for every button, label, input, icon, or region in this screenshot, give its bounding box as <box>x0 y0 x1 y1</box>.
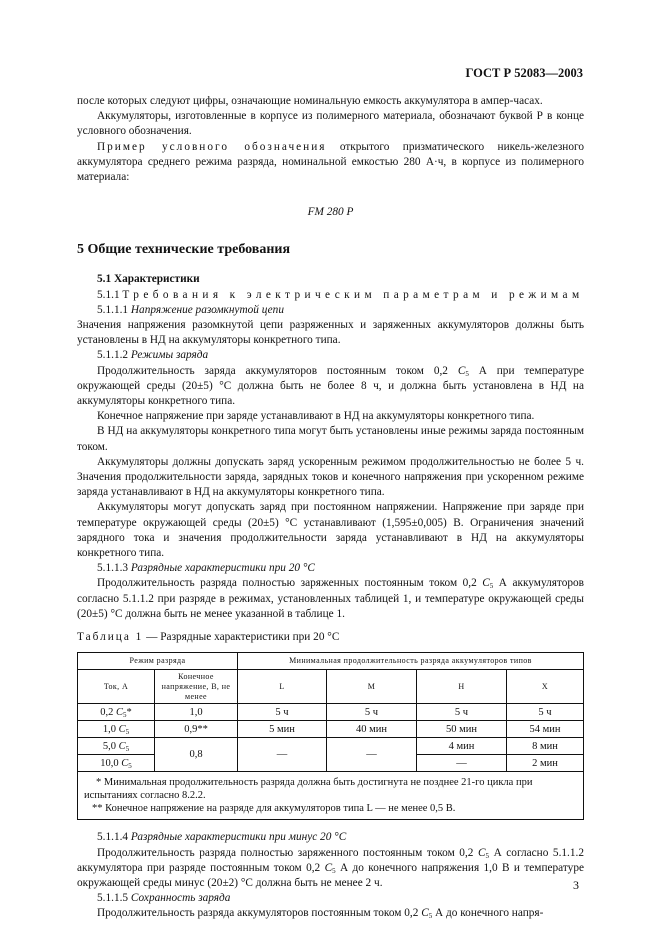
symbol-c: C <box>115 706 123 718</box>
table-header-row <box>78 670 584 704</box>
table-caption <box>77 630 584 645</box>
clause-title: Разрядные характеристики при 20 °С <box>130 562 315 575</box>
example-label: Пример условного обозначения <box>97 140 327 153</box>
symbol-c: C <box>477 846 486 859</box>
page-header: ГОСТ Р 52083—2003 <box>465 66 583 80</box>
subscript: 5 <box>428 912 433 921</box>
symbol-c: C <box>324 861 333 874</box>
clause-title: Режимы заряда <box>130 349 209 362</box>
clause-heading <box>77 561 584 576</box>
table-caption-text: — Разрядные характеристики при 20 °С <box>143 631 340 644</box>
cell-value: 50 мин <box>417 721 507 738</box>
page-body <box>77 94 584 922</box>
table-row <box>78 704 584 721</box>
clause-title: Сохранность заряда <box>130 892 231 905</box>
cell-current <box>78 704 155 721</box>
header-mode: Режим разряда <box>78 653 238 670</box>
example-text: открытого призматического никель-железного аккумулятора среднего режима разряда, номинальной емкостью 280 А·ч, в корпусе из полимерного материала: <box>77 140 584 184</box>
cell-value: — <box>417 755 507 772</box>
text-run: А до конечного напряжения 1,0 В и температуре окружающей среды минус (20±2) °С должна быть не менее 2 ч. <box>77 861 584 889</box>
paragraph: после которых следуют цифры, означающие номинальную емкость аккумулятора в ампер-часах. <box>77 95 543 107</box>
clause-number: 5.1.1.1 <box>97 303 131 316</box>
paragraph <box>77 906 584 921</box>
clause-heading <box>77 891 584 906</box>
clause-title: Разрядные характеристики при минус 20 °С <box>130 831 347 844</box>
header-min-duration: Минимальная продолжительность разряда аккумуляторов типов <box>238 653 584 670</box>
footnote-mark: * <box>126 706 132 718</box>
subscript: 5 <box>128 761 132 770</box>
current-value: 10,0 <box>100 757 119 769</box>
header-type: X <box>507 670 584 704</box>
cell-value: 5 ч <box>417 704 507 721</box>
page-number: 3 <box>573 878 579 892</box>
symbol-c: C <box>457 364 466 377</box>
clause-number: 5.1.1.5 <box>97 892 131 905</box>
cell-value: 5 ч <box>507 704 584 721</box>
clause-heading <box>77 303 584 318</box>
paragraph: Аккумуляторы должны допускать заряд ускоренным режимом продолжительностью не более 5 ч. Значения продолжительности заряда, зарядных токов и конечного напряжения при ускоренном режиме заряда устанавливают в НД на аккумуляторы конкретного типа. <box>77 455 584 499</box>
cell-value: 40 мин <box>327 721 417 738</box>
clause-number: 5.1.1 <box>97 288 123 301</box>
header-type: L <box>238 670 327 704</box>
cell-value: 4 мин <box>417 738 507 755</box>
text-run: А до конечного напря- <box>432 907 544 920</box>
designation-formula: FM 280 P <box>307 206 354 219</box>
subscript: 5 <box>123 710 127 719</box>
section-title: 5 Общие технические требования <box>77 242 291 258</box>
symbol-c: C <box>121 757 129 769</box>
text-run: А согласно 5.1.1.2 аккумулятора при разряде постоянным током 0,2 <box>77 846 584 874</box>
symbol-c: C <box>118 740 126 752</box>
footnote: * Минимальная продолжительность разряда должна быть достигнута не позднее 21-го цикла при испытаниях согласно 8.2.2. <box>84 777 533 802</box>
table-row <box>78 738 584 755</box>
paragraph: Значения напряжения разомкнутой цепи разряженных и заряженных аккумуляторов должны быть установлены в НД на аккумуляторы конкретного типа. <box>77 319 584 347</box>
header-voltage: Конечное напряжение, В, не менее <box>155 670 238 704</box>
text-run: Продолжительность разряда полностью заряженного постоянным током 0,2 <box>97 846 478 859</box>
text-run: Продолжительность разряда аккумуляторов постоянным током 0,2 <box>97 907 422 920</box>
table-footnotes <box>78 772 584 820</box>
paragraph <box>77 364 584 410</box>
cell-voltage: 0,9** <box>155 721 238 738</box>
paragraph <box>77 576 584 622</box>
footnotes-cell <box>78 772 584 820</box>
current-value: 1,0 <box>102 723 116 735</box>
symbol-c: C <box>482 577 490 590</box>
cell-value: 8 мин <box>507 738 584 755</box>
table-row <box>78 721 584 738</box>
text-run: А при температуре окружающей среды (20±5) °С должна быть не более 8 ч, и должна быть установлена в НД на аккумуляторы конкретного типа. <box>77 364 584 408</box>
paragraph <box>77 846 584 892</box>
subscript: 5 <box>125 744 130 753</box>
subscript: 5 <box>465 369 469 378</box>
header-type: M <box>327 670 417 704</box>
subscript: 5 <box>485 851 490 860</box>
cell-value: — <box>238 738 327 772</box>
table-caption-label: Таблица 1 <box>77 631 144 644</box>
subsection-title: 5.1 Характеристики <box>97 273 200 286</box>
header-current: Ток, А <box>78 670 155 704</box>
cell-value: 54 мин <box>507 721 584 738</box>
header-type: H <box>417 670 507 704</box>
subscript: 5 <box>332 866 336 875</box>
table-header-row <box>78 653 584 670</box>
text-run: Продолжительность разряда полностью заряженных постоянным током 0,2 <box>97 577 483 590</box>
clause-number: 5.1.1.3 <box>97 562 131 575</box>
cell-current <box>78 738 155 755</box>
clause-title: Напряжение разомкнутой цепи <box>130 303 284 316</box>
clause-title: Требования к электрическим параметрам и режимам <box>122 288 584 301</box>
symbol-c: C <box>118 723 126 735</box>
current-value: 0,2 <box>100 706 114 718</box>
clause-heading <box>77 830 584 845</box>
clause-number: 5.1.1.4 <box>97 831 131 844</box>
cell-value: 5 ч <box>327 704 417 721</box>
example-paragraph <box>77 140 584 186</box>
clause-number: 5.1.1.2 <box>97 349 131 362</box>
cell-value: 2 мин <box>507 755 584 772</box>
cell-voltage-merged: 0,8 <box>155 738 238 772</box>
cell-value: — <box>327 738 417 772</box>
symbol-c: C <box>421 907 429 920</box>
discharge-table <box>77 652 584 820</box>
clause-heading <box>77 288 584 303</box>
cell-current <box>78 721 155 738</box>
text-run: Продолжительность заряда аккумуляторов постоянным током 0,2 <box>97 364 458 377</box>
cell-current <box>78 755 155 772</box>
cell-voltage: 1,0 <box>155 704 238 721</box>
paragraph: В НД на аккумуляторы конкретного типа могут быть установлены иные режимы заряда постоянным током. <box>77 425 584 453</box>
cell-value: 5 ч <box>238 704 327 721</box>
cell-value: 5 мин <box>238 721 327 738</box>
subscript: 5 <box>489 582 494 591</box>
paragraph: Аккумуляторы могут допускать заряд при постоянном напряжении. Напряжение при заряде при температуре окружающей среды (20±5) °С устанавливают (1,595±0,005) В. Ограничения значений зарядного тока и значения продолжительности заряда устанавливают в НД на аккумуляторы конкретного типа. <box>77 501 584 560</box>
text-run: А аккумуляторов согласно 5.1.1.2 при разряде в режимах, установленных таблицей 1, и температуре окружающей среды (20±5) °С должна быть не менее указанной в таблице 1. <box>77 577 584 620</box>
subscript: 5 <box>125 727 130 736</box>
clause-heading <box>77 348 584 363</box>
paragraph: Аккумуляторы, изготовленные в корпусе из полимерного материала, обозначают буквой Р в конце условного обозначения. <box>77 110 584 138</box>
paragraph: Конечное напряжение при заряде устанавливают в НД на аккумуляторы конкретного типа. <box>97 410 535 423</box>
current-value: 5,0 <box>102 740 116 752</box>
footnote: ** Конечное напряжение на разряде для аккумуляторов типа L — не менее 0,5 В. <box>92 803 456 815</box>
